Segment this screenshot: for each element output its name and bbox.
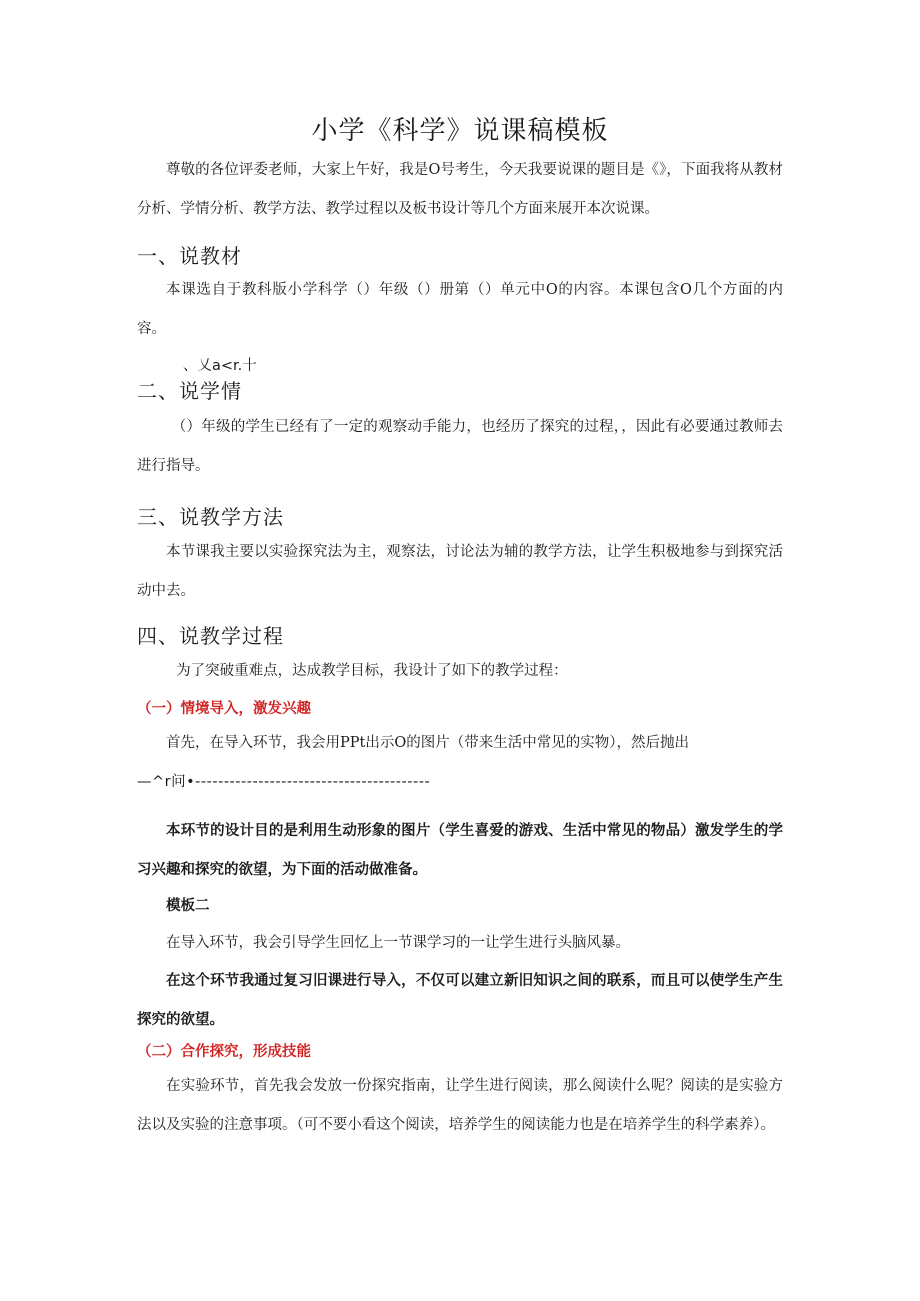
document-title: 小学《科学》说课稿模板 [311,116,609,146]
garbled-text-line: 、乂a<r.十 [183,358,257,374]
cooperation-paragraph: 在实验环节，首先我会发放一份探究指南，让学生进行阅读，那么阅读什么呢？阅读的是实验方法以及实验的注意事项。（可不要小看这个阅读，培养学生的阅读能力也是在培养学生的科学素养）。 [137,1078,783,1133]
template-two-purpose-paragraph: 在这个环节我通过复习旧课进行导入，不仅可以建立新旧知识之间的联系，而且可以使学生产生探究的欲望。 [137,973,783,1028]
students-paragraph: （）年级的学生已经有了一定的观察动手能力，也经历了探究的过程，，因此有必要通过教师去进行指导。 [137,419,783,474]
process-paragraph: 为了突破重难点，达成教学目标，我设计了如下的教学过程： [176,663,568,679]
section-heading-process: 四、说教学过程 [137,624,284,648]
subsection-heading-introduction: （一）情境导入，激发兴趣 [137,701,311,717]
introduction-purpose-paragraph: 本环节的设计目的是利用生动形象的图片（学生喜爱的游戏、生活中常见的物品）激发学生的学习兴趣和探究的欲望，为下面的活动做准备。 [137,823,783,878]
template-two-label: 模板二 [166,898,210,914]
template-two-paragraph: 在导入环节，我会引导学生回忆上一节课学习的一让学生进行头脑风暴。 [166,935,630,951]
garbled-dash-line: —^r问•----------------------------------------- [137,774,431,790]
introduction-paragraph: 首先，在导入环节，我会用PPt出示O的图片（带来生活中常见的实物），然后抛出 [166,735,689,751]
subsection-heading-cooperation: （二）合作探究，形成技能 [137,1044,311,1060]
methods-paragraph: 本节课我主要以实验探究法为主，观察法，讨论法为辅的教学方法，让学生积极地参与到探究活动中去。 [137,544,783,599]
section-heading-students: 二、说学情 [137,379,242,403]
section-heading-textbook: 一、说教材 [137,244,242,268]
intro-paragraph: 尊敬的各位评委老师，大家上午好，我是O号考生，今天我要说课的题目是《》，下面我将从教材分析、学情分析、教学方法、教学过程以及板书设计等几个方面来展开本次说课。 [137,162,783,217]
section-heading-methods: 三、说教学方法 [137,505,284,529]
textbook-paragraph: 本课选自于教科版小学科学（）年级（）册第（）单元中O的内容。本课包含O几个方面的内容。 [137,282,783,337]
